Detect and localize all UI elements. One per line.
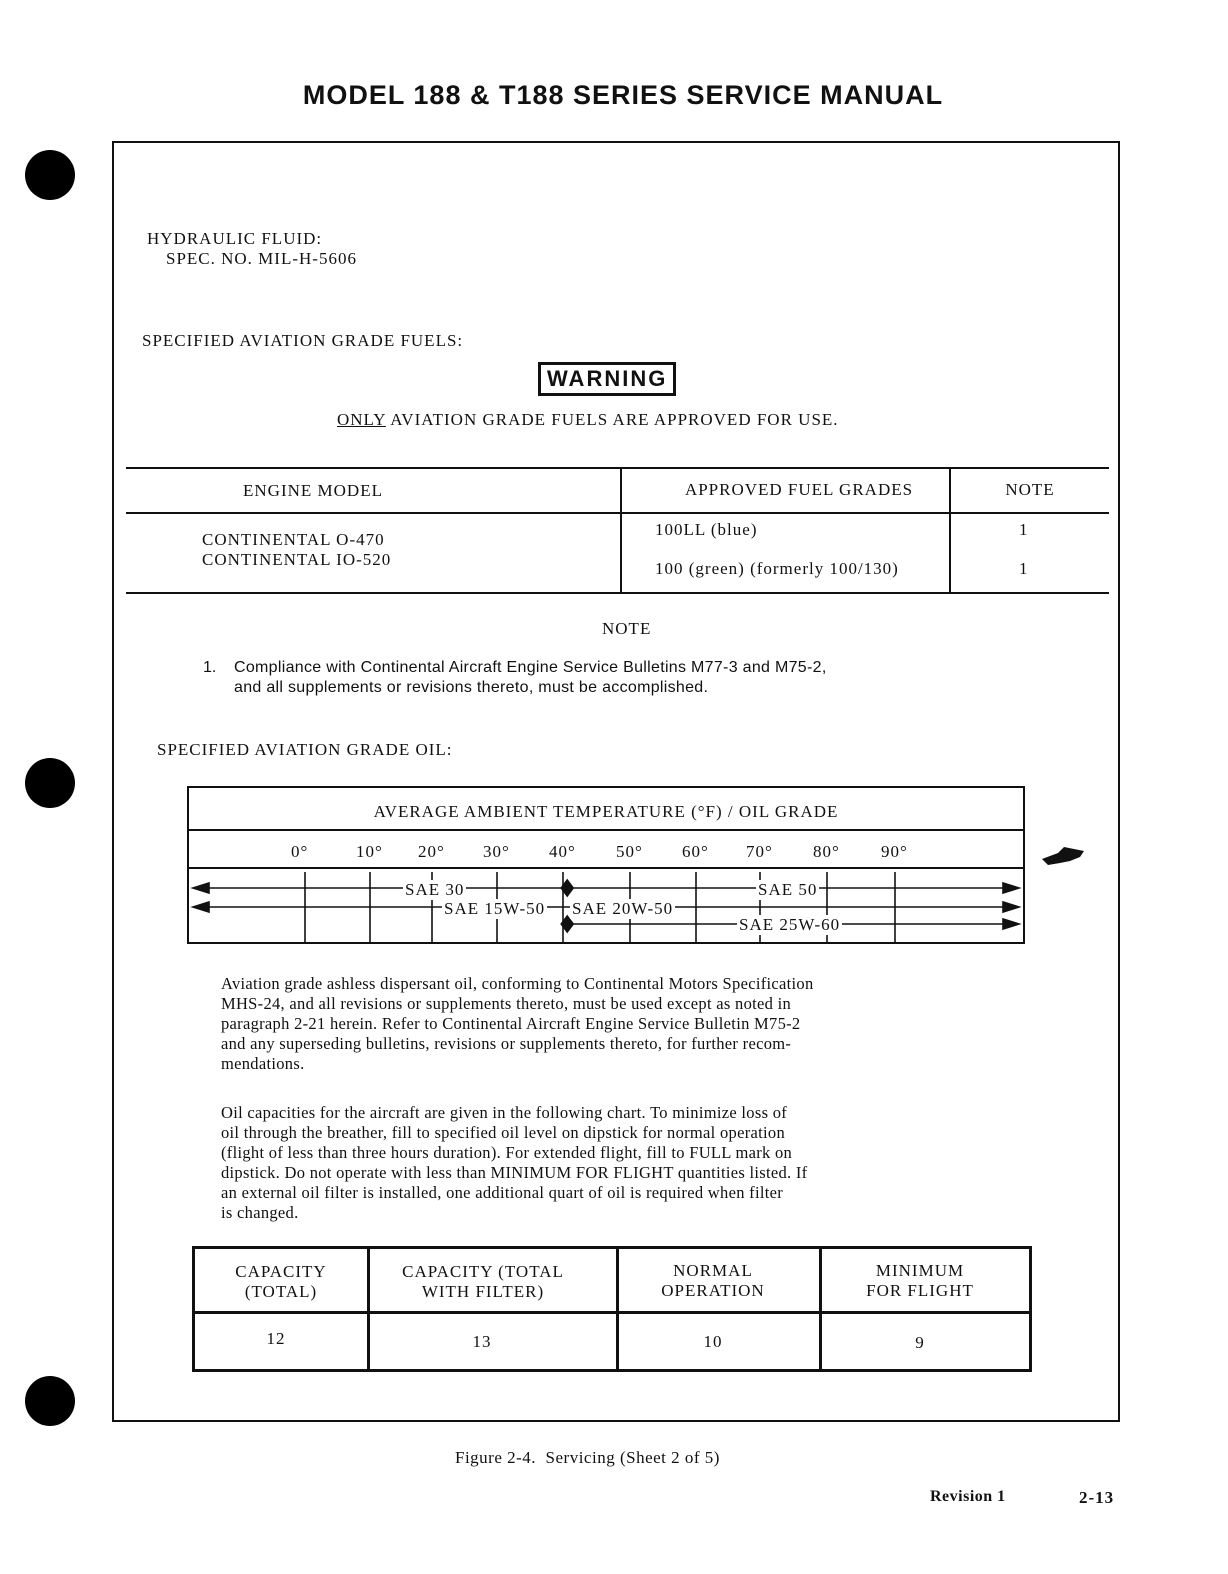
fuel-grade: 100LL (blue): [655, 520, 758, 539]
page-number: 2-13: [1079, 1488, 1115, 1507]
capacity-header-normal: [619, 1261, 807, 1301]
binder-hole-middle: [25, 758, 75, 808]
oil-capacity-line: Oil capacities for the aircraft are given in the following chart. To minimize loss of: [221, 1103, 788, 1122]
temperature-tick-label: 70°: [746, 842, 773, 861]
grade-label-sae50: SAE 50: [758, 880, 818, 899]
temperature-tick-label: 80°: [813, 842, 840, 861]
fuel-header-note: NOTE: [1005, 480, 1055, 499]
temperature-tick-label: 60°: [682, 842, 709, 861]
warning-rest: AVIATION GRADE FUELS ARE APPROVED FOR USE.: [390, 410, 839, 429]
oil-capacity-line: dipstick. Do not operate with less than MINIMUM FOR FLIGHT quantities listed. If: [221, 1163, 808, 1182]
capacity-header-line: FOR FLIGHT: [866, 1281, 974, 1300]
oil-grade-chart: [187, 786, 1025, 944]
capacity-header-total: [195, 1262, 367, 1302]
capacity-header-line: MINIMUM: [875, 1261, 965, 1280]
fuel-table-header-rule: [126, 512, 1109, 514]
note-text: Compliance with Continental Aircraft Engine Service Bulletins M77-3 and M75-2,: [234, 659, 827, 676]
binder-hole-bottom: [25, 1376, 75, 1426]
grade-label-sae20w50: SAE 20W-50: [572, 899, 674, 918]
figure-caption: Figure 2-4. Servicing (Sheet 2 of 5): [455, 1448, 720, 1467]
fuel-table-bottom-rule: [126, 592, 1109, 594]
note-number: 1.: [203, 659, 217, 676]
warning-text: [337, 410, 839, 430]
capacity-header-minimum: [822, 1261, 1018, 1301]
oil-chart-title: AVERAGE AMBIENT TEMPERATURE (°F) / OIL GRADE: [373, 802, 839, 821]
temperature-tick-label: 50°: [616, 842, 643, 861]
sae25w60-arrow: [1003, 919, 1019, 929]
oil-capacity-paragraph: [221, 1103, 1001, 1223]
capacity-value-with-filter: 13: [472, 1332, 492, 1351]
sae15w50-arrow: [193, 902, 209, 912]
engine-model: CONTINENTAL O-470: [202, 530, 385, 549]
temperature-tick-label: 40°: [549, 842, 576, 861]
warning-label: WARNING: [538, 362, 676, 396]
capacity-header-line: WITH FILTER): [421, 1282, 545, 1301]
sae30-arrow: [193, 883, 209, 893]
fuel-grade: 100 (green) (formerly 100/130): [655, 559, 899, 578]
grade-label-sae15w50: SAE 15W-50: [444, 899, 546, 918]
engine-model: CONTINENTAL IO-520: [202, 550, 392, 569]
capacity-header-line: CAPACITY (TOTAL: [402, 1262, 564, 1281]
capacity-header-line: OPERATION: [661, 1281, 765, 1300]
sae50-arrow: [1003, 883, 1019, 893]
temperature-tick-label: 0°: [291, 842, 309, 861]
sae20w50-arrow: [1003, 902, 1019, 912]
fuel-grade-note: 1: [1019, 559, 1029, 578]
grade-label-sae25w60: SAE 25W-60: [739, 915, 841, 934]
grade-label-sae30: SAE 30: [405, 880, 465, 899]
hydraulic-spec: SPEC. NO. MIL-H-5606: [166, 249, 357, 268]
fuel-header-engine: ENGINE MODEL: [243, 481, 383, 500]
capacity-header-line: (TOTAL): [244, 1282, 318, 1301]
fuel-table-top-rule: [126, 467, 1109, 469]
capacity-header-line: CAPACITY: [235, 1262, 327, 1281]
fuel-grade-note: 1: [1019, 520, 1029, 539]
oil-spec-line: mendations.: [221, 1054, 305, 1073]
capacity-value-total: 12: [266, 1329, 286, 1348]
temperature-tick-label: 30°: [483, 842, 510, 861]
binder-hole-top: [25, 150, 75, 200]
page-title: MODEL 188 & T188 SERIES SERVICE MANUAL: [302, 80, 944, 110]
note-heading: NOTE: [602, 619, 652, 638]
pointing-hand-icon: [1040, 845, 1086, 872]
capacity-table-header-rule: [192, 1311, 1032, 1314]
temperature-tick-label: 90°: [881, 842, 908, 861]
oil-capacity-line: (flight of less than three hours duration). For extended flight, fill to FULL mark on: [221, 1143, 793, 1162]
oil-spec-line: and any superseding bulletins, revisions or supplements thereto, for further recom-: [221, 1034, 792, 1053]
oil-spec-line: MHS-24, and all revisions or supplements thereto, must be used except as noted in: [221, 994, 792, 1013]
fuels-heading: SPECIFIED AVIATION GRADE FUELS:: [142, 331, 464, 350]
note-text: and all supplements or revisions thereto, must be accomplished.: [234, 679, 709, 696]
hydraulic-fluid-label: HYDRAULIC FLUID:: [147, 229, 323, 248]
capacity-value-normal: 10: [703, 1332, 723, 1351]
fuel-header-grades: APPROVED FUEL GRADES: [684, 480, 914, 499]
capacity-header-line: NORMAL: [673, 1261, 753, 1280]
oil-heading: SPECIFIED AVIATION GRADE OIL:: [157, 740, 453, 759]
oil-spec-paragraph: [221, 974, 1001, 1074]
oil-capacity-line: oil through the breather, fill to specified oil level on dipstick for normal operation: [221, 1123, 785, 1142]
revision-label: Revision 1: [930, 1488, 1006, 1505]
oil-capacity-line: an external oil filter is installed, one additional quart of oil is required when filter: [221, 1183, 784, 1202]
oil-spec-line: paragraph 2-21 herein. Refer to Continental Aircraft Engine Service Bulletin M75-2: [221, 1014, 801, 1033]
oil-capacity-line: is changed.: [221, 1203, 299, 1222]
capacity-value-minimum: 9: [915, 1333, 925, 1352]
temperature-tick-label: 20°: [418, 842, 445, 861]
warning-only: ONLY: [337, 410, 386, 429]
temperature-tick-label: 10°: [356, 842, 383, 861]
capacity-header-with-filter: [370, 1262, 596, 1302]
oil-spec-line: Aviation grade ashless dispersant oil, conforming to Continental Motors Specification: [221, 974, 814, 993]
